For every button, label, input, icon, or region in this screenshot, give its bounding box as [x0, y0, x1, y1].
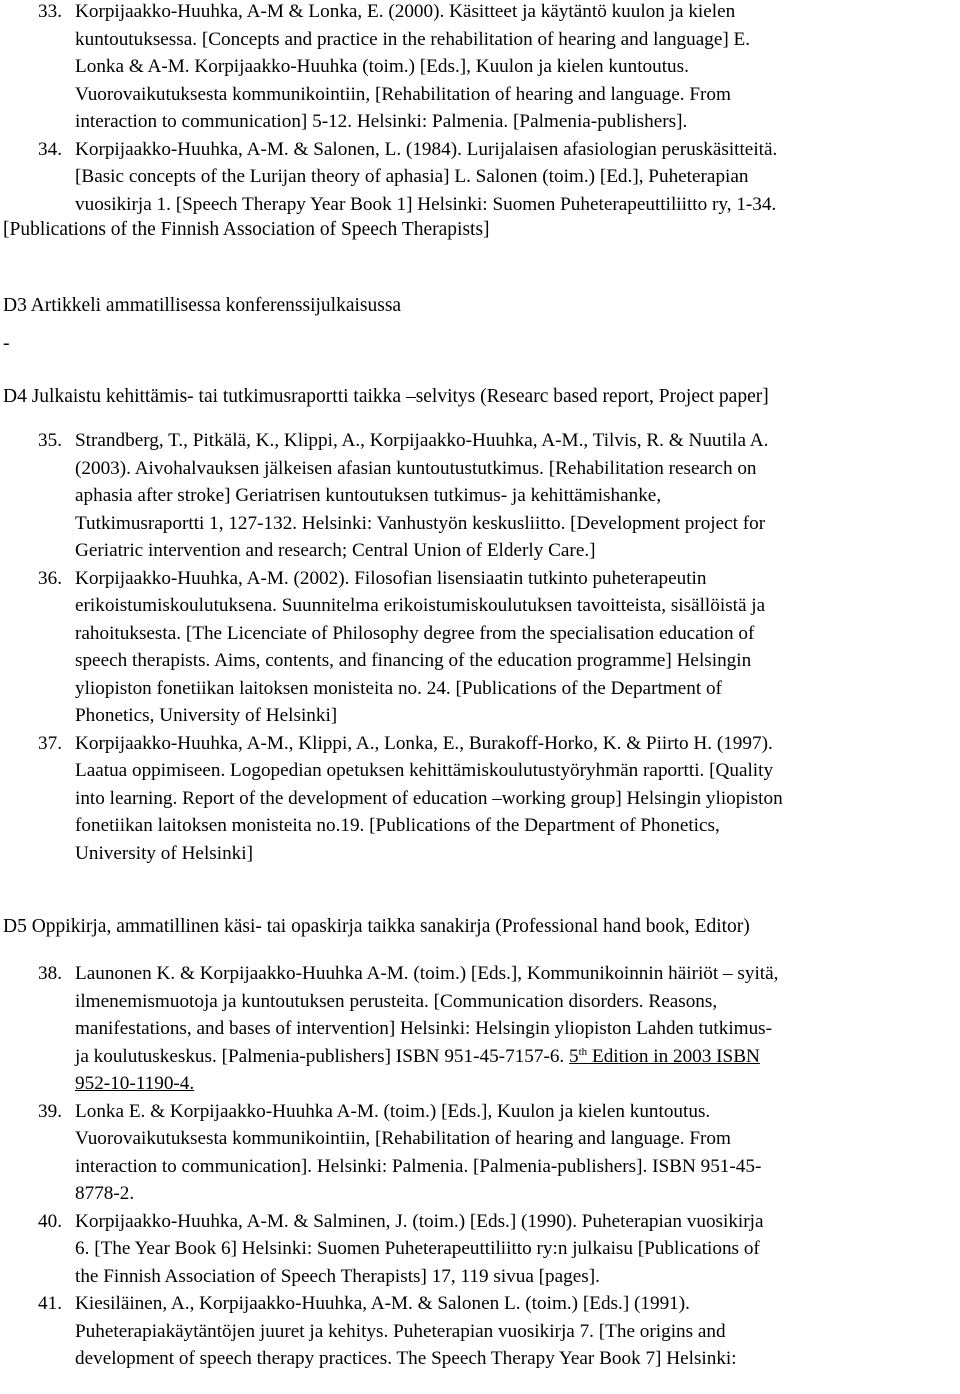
section-heading-d5: D5 Oppikirja, ammatillinen käsi- tai opaskirja taikka sanakirja (Professional hand book, Editor) [3, 916, 750, 937]
edition-number: 5 [569, 1045, 579, 1067]
reference-line: Korpijaakko-Huuhka, A-M. & Salminen, J. (toim.) [Eds.] (1990). Puheterapian vuosikirja [75, 1210, 764, 1232]
reference-line: manifestations, and bases of intervention] Helsinki: Helsingin yliopiston Lahden tutkimus- [75, 1018, 773, 1039]
reference-entry-40 [0, 1208, 960, 1291]
reference-line: 6. [The Year Book 6] Helsinki: Suomen Puheterapeuttiliitto ry:n julkaisu [Publications of [75, 1238, 760, 1259]
reference-line: the Finnish Association of Speech Therapists] 17, 119 sivua [pages]. [75, 1265, 600, 1287]
reference-line: Korpijaakko-Huuhka, A-M. (2002). Filosofian lisensiaatin tutkinto puheterapeutin [75, 567, 707, 589]
reference-line: University of Helsinki] [75, 842, 253, 864]
reference-line: kuntoutuksessa. [Concepts and practice in the rehabilitation of hearing and language] E. [75, 28, 751, 50]
reference-line: [Basic concepts of the Lurijan theory of aphasia] L. Salonen (toim.) [Ed.], Puheterapian [75, 166, 749, 187]
reference-line: fonetiikan laitoksen monisteita no.19. [Publications of the Department of Phonetics, [75, 815, 720, 836]
reference-line: development of speech therapy practices. The Speech Therapy Year Book 7] Helsinki: [75, 1348, 737, 1369]
reference-line: Lonka E. & Korpijaakko-Huuhka A-M. (toim.) [Eds.], Kuulon ja kielen kuntoutus. [75, 1100, 711, 1122]
reference-line: Korpijaakko-Huuhka, A-M., Klippi, A., Lonka, E., Burakoff-Horko, K. & Piirto H. (1997). [75, 732, 773, 754]
section-heading-d4: D4 Julkaistu kehittämis- tai tutkimusraportti taikka –selvitys (Researc based report, Project paper] [3, 386, 769, 407]
reference-line: vuosikirja 1. [Speech Therapy Year Book 1] Helsinki: Suomen Puheterapeuttiliitto ry, 1-34. [75, 193, 777, 215]
reference-line: Lonka & A-M. Korpijaakko-Huuhka (toim.) [Eds.], Kuulon ja kielen kuntoutus. [75, 56, 689, 77]
edition-superscript: th [578, 1045, 588, 1058]
reference-line: aphasia after stroke] Geriatrisen kuntoutuksen tutkimus- ja kehittämishanke, [75, 485, 662, 506]
reference-text: ja koulutuskeskus. [Palmenia-publishers] ISBN 951-45-7157-6. [75, 1045, 570, 1067]
reference-line: Korpijaakko-Huuhka, A-M. & Salonen, L. (1984). Lurijalaisen afasiologian peruskäsitteitä. [75, 138, 778, 160]
reference-number: 41. [38, 1293, 62, 1314]
section-heading-d3: D3 Artikkeli ammatillisessa konferenssijulkaisussa [3, 295, 402, 316]
d5-reference-list [0, 960, 960, 1373]
reference-number: 34. [38, 138, 62, 160]
reference-line: Strandberg, T., Pitkälä, K., Klippi, A., Korpijaakko-Huuhka, A-M., Tilvis, R. & Nuutila A. [75, 430, 769, 451]
reference-line: Geriatric intervention and research; Central Union of Elderly Care.] [75, 540, 596, 561]
reference-line: yliopiston fonetiikan laitoksen monisteita no. 24. [Publications of the Department of [75, 677, 722, 699]
reference-number: 39. [38, 1100, 62, 1122]
reference-number: 36. [38, 567, 62, 589]
reference-line: [Publications of the Finnish Association of Speech Therapists] [3, 219, 490, 240]
edition-note [569, 1046, 760, 1067]
reference-line: speech therapists. Aims, contents, and financing of the education programme] Helsingin [75, 650, 752, 671]
reference-entry-33 [0, 0, 960, 136]
reference-entry-34 [0, 136, 960, 219]
reference-line [75, 1043, 958, 1071]
isbn-underlined: 952-10-1190-4. [75, 1073, 195, 1094]
reference-line: 8778-2. [75, 1183, 135, 1204]
top-reference-list [0, 0, 960, 218]
reference-line: Vuorovaikutuksesta kommunikointiin, [Rehabilitation of hearing and language. From [75, 1128, 731, 1149]
empty-section-dash: - [3, 333, 10, 354]
reference-line: Phonetics, University of Helsinki] [75, 705, 338, 726]
reference-line: into learning. Report of the development of education –working group] Helsingin yliopiston [75, 787, 783, 809]
reference-entry-41 [0, 1290, 960, 1373]
reference-entry-39 [0, 1098, 960, 1208]
reference-line: Kiesiläinen, A., Korpijaakko-Huuhka, A-M. & Salonen L. (toim.) [Eds.] (1991). [75, 1293, 690, 1314]
reference-line: ilmenemismuotoja ja kuntoutuksen perusteita. [Communication disorders. Reasons, [75, 990, 718, 1012]
reference-line: (2003). Aivohalvauksen jälkeisen afasian kuntoutustutkimus. [Rehabilitation research on [75, 457, 757, 479]
reference-line: erikoistumiskoulutuksena. Suunnitelma erikoistumiskoulutuksen tavoitteista, sisällöistä ja [75, 595, 766, 616]
reference-number: 35. [38, 430, 62, 451]
reference-line: Tutkimusraportti 1, 127-132. Helsinki: Vanhustyön keskusliitto. [Development project for [75, 512, 766, 534]
reference-entry-35 [0, 427, 960, 565]
reference-line: Vuorovaikutuksesta kommunikointiin, [Rehabilitation of hearing and language. From [75, 83, 731, 105]
reference-number: 40. [38, 1210, 62, 1232]
reference-line: Puheterapiakäytäntöjen juuret ja kehitys. Puheterapian vuosikirja 7. [The origins and [75, 1320, 726, 1342]
reference-number: 38. [38, 963, 62, 984]
reference-entry-37 [0, 730, 960, 868]
reference-line: Korpijaakko-Huuhka, A-M & Lonka, E. (2000). Käsitteet ja käytäntö kuulon ja kielen [75, 1, 736, 22]
reference-line: Launonen K. & Korpijaakko-Huuhka A-M. (toim.) [Eds.], Kommunikoinnin häiriöt – syitä, [75, 963, 779, 984]
reference-line: interaction to communication]. Helsinki: Palmenia. [Palmenia-publishers]. ISBN 951-45- [75, 1155, 762, 1177]
reference-line: interaction to communication] 5-12. Helsinki: Palmenia. [Palmenia-publishers]. [75, 111, 688, 132]
reference-line [75, 1070, 958, 1098]
reference-line: Laatua oppimiseen. Logopedian opetuksen kehittämiskoulutustyöryhmän raportti. [Quality [75, 760, 774, 781]
reference-entry-38 [0, 960, 960, 1098]
d4-reference-list [0, 427, 960, 867]
reference-number: 33. [38, 1, 62, 22]
reference-line: rahoituksesta. [The Licenciate of Philosophy degree from the specialisation education of [75, 622, 755, 644]
edition-text: Edition in 2003 ISBN [587, 1045, 760, 1067]
reference-entry-36 [0, 565, 960, 730]
reference-number: 37. [38, 732, 62, 754]
